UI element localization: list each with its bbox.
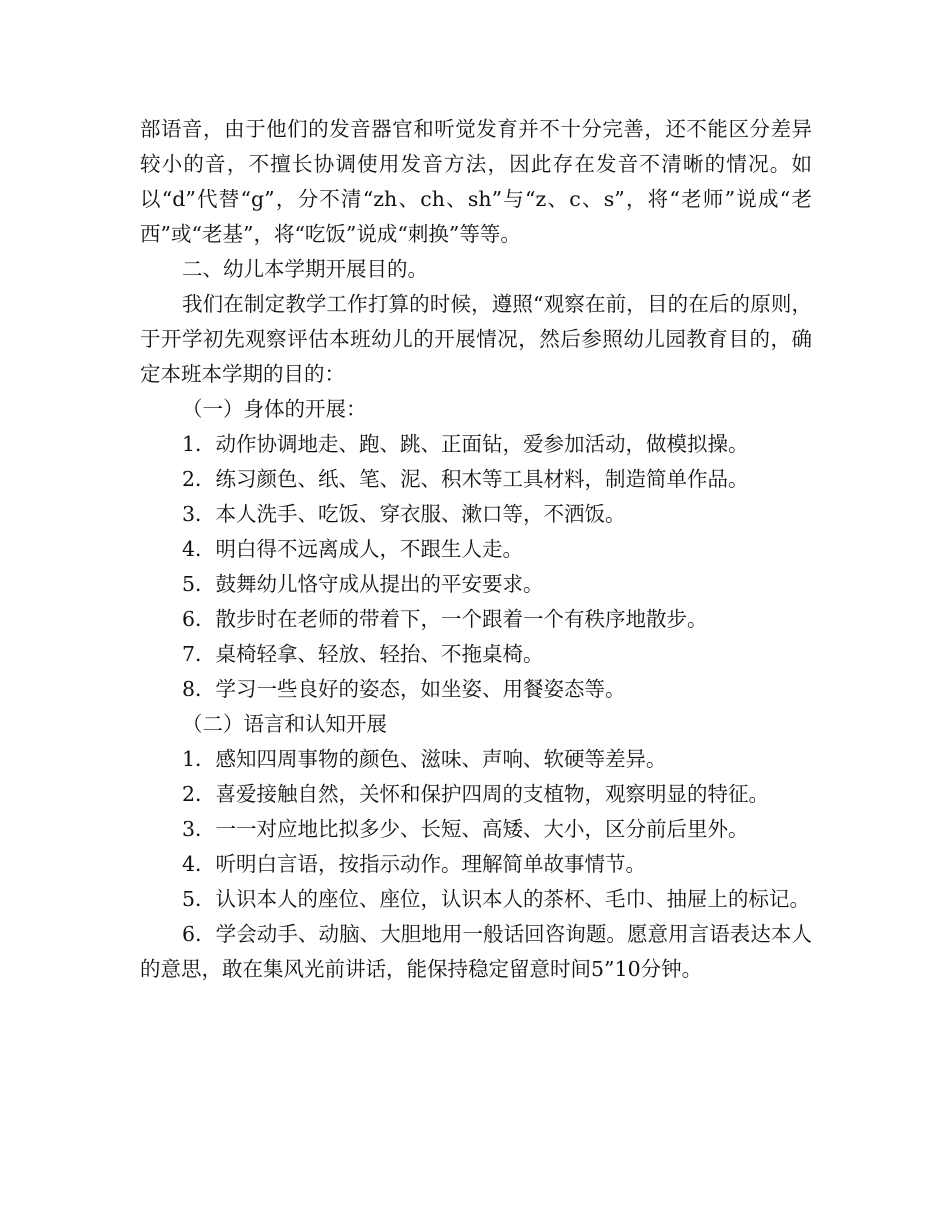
list-item: 1．动作协调地走、跑、跳、正面钻，爱参加活动，做模拟操。 bbox=[182, 432, 749, 456]
document-body bbox=[140, 112, 812, 987]
list-item: 5．鼓舞幼儿恪守成从提出的平安要求。 bbox=[182, 572, 544, 596]
list-item: 6．学会动手、动脑、大胆地用一般话回咨询题。愿意用言语表达本人的意思，敢在集风光前讲话，能保持稳定留意时间5”10分钟。 bbox=[140, 922, 812, 981]
list-item: 7．桌椅轻拿、轻放、轻抬、不拖桌椅。 bbox=[182, 642, 544, 666]
list-item: 3．一一对应地比拟多少、长短、高矮、大小，区分前后里外。 bbox=[182, 817, 749, 841]
paragraph-intro: 我们在制定教学工作打算的时候，遵照“观察在前，目的在后的原则，于开学初先观察评估本班幼儿的开展情况，然后参照幼儿园教育目的，确定本班本学期的目的： bbox=[140, 292, 812, 386]
list-item: 6．散步时在老师的带着下，一个跟着一个有秩序地散步。 bbox=[182, 607, 708, 631]
list-item: 8．学习一些良好的姿态，如坐姿、用餐姿态等。 bbox=[182, 677, 626, 701]
paragraph-continuation: 部语音，由于他们的发音器官和听觉发育并不十分完善，还不能区分差异较小的音，不擅长协调使用发音方法，因此存在发音不清晰的情况。如以“d”代替“g”，分不清“zh、ch、sh”与“z、c、s”，将“老师”说成“老西”或“老基”，将“吃饭”说成“刺换”等等。 bbox=[140, 117, 812, 246]
list-item: 4．听明白言语，按指示动作。理解简单故事情节。 bbox=[182, 852, 647, 876]
list-item: 2．喜爱接触自然，关怀和保护四周的支植物，观察明显的特征。 bbox=[182, 782, 770, 806]
list-item: 5．认识本人的座位、座位，认识本人的茶杯、毛巾、抽屉上的标记。 bbox=[182, 887, 811, 911]
section-heading-goals: 二、幼儿本学期开展目的。 bbox=[182, 257, 428, 281]
list-item: 3．本人洗手、吃饭、穿衣服、漱口等，不洒饭。 bbox=[182, 502, 626, 526]
list-item: 4．明白得不远离成人，不跟生人走。 bbox=[182, 537, 524, 561]
list-item: 2．练习颜色、纸、笔、泥、积木等工具材料，制造简单作品。 bbox=[182, 467, 749, 491]
list-item: 1．感知四周事物的颜色、滋味、声响、软硬等差异。 bbox=[182, 747, 667, 771]
subsection-heading-physical: （一）身体的开展： bbox=[182, 397, 367, 421]
subsection-heading-language: （二）语言和认知开展 bbox=[182, 712, 387, 736]
